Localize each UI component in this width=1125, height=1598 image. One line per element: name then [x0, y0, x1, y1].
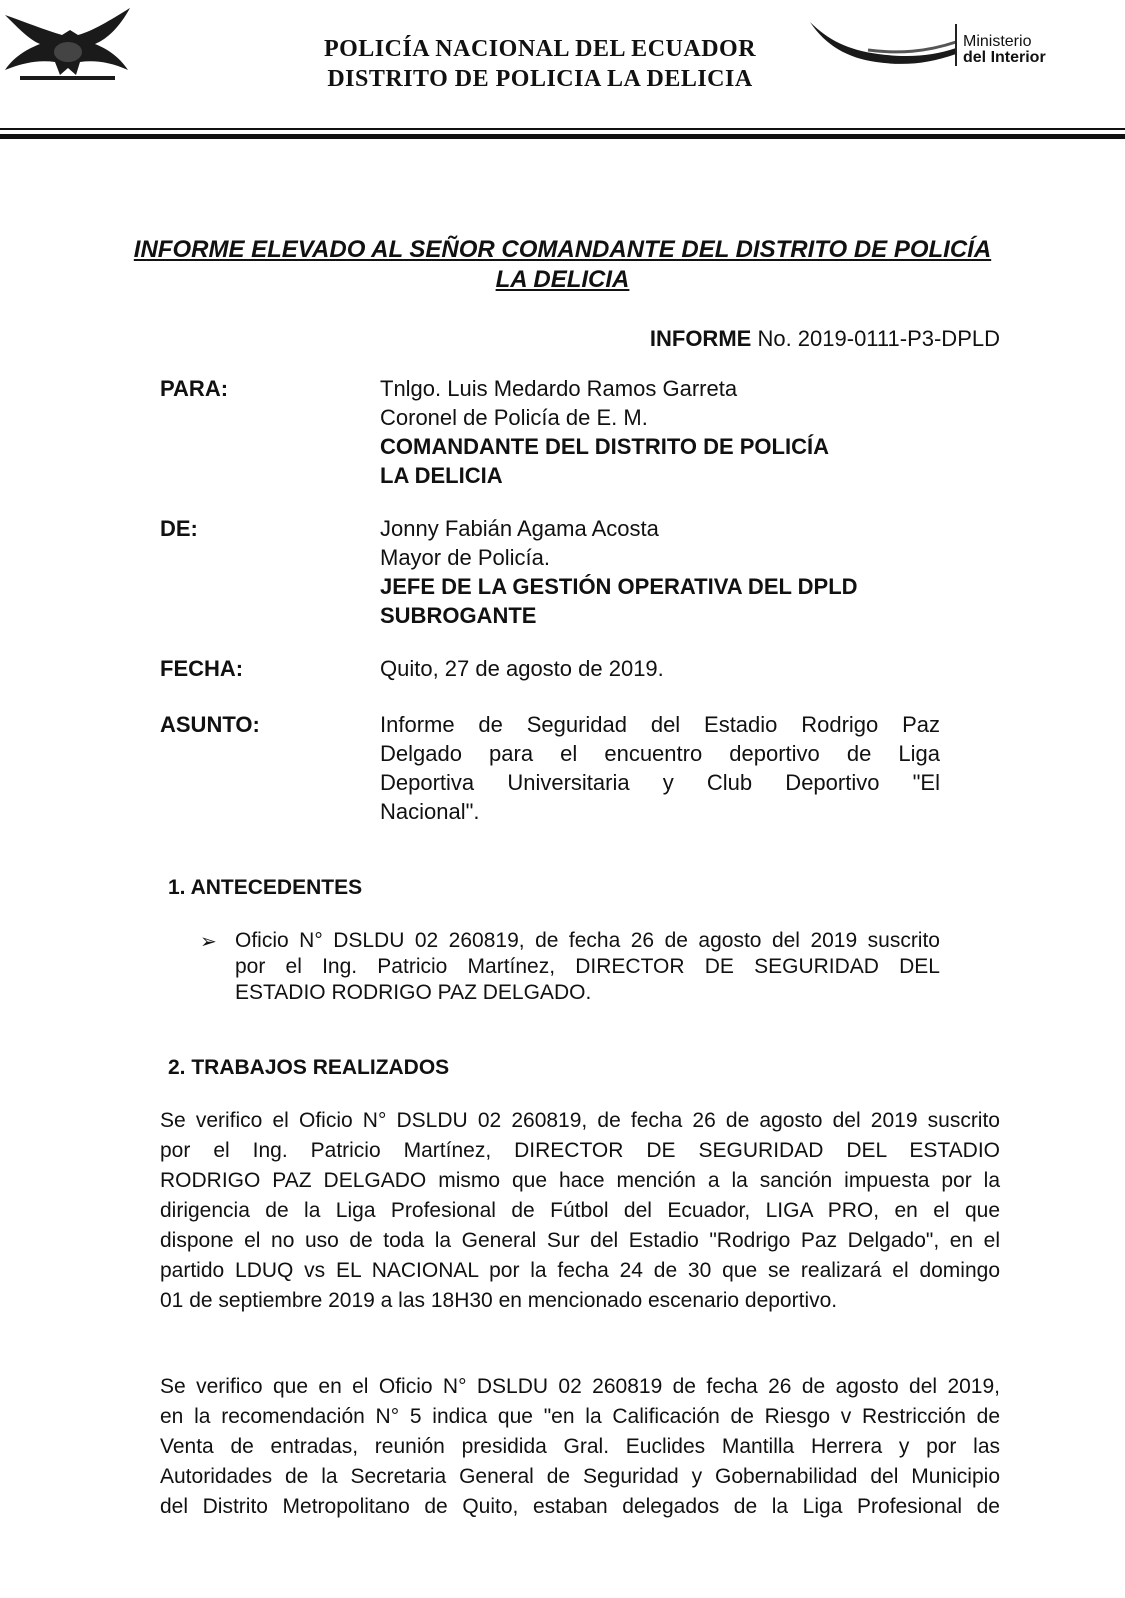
p2-line1: Se verifico que en el Oficio N° DSLDU 02 260819 de fecha 26 de agosto del 2019,	[160, 1375, 1000, 1398]
p1-line5: dispone el no uso de toda la General Sur del Estadio "Rodrigo Paz Delgado", en el	[160, 1229, 1000, 1252]
ministry-divider	[955, 24, 957, 66]
de-rank: Mayor de Policía.	[380, 545, 550, 570]
asunto-label: ASUNTO:	[160, 712, 260, 737]
report-number	[650, 326, 1000, 352]
asunto-block	[380, 710, 940, 826]
antecedentes-item	[235, 928, 940, 1006]
police-crest	[0, 0, 135, 90]
report-number-label: INFORME	[649, 326, 752, 351]
section-trabajos-heading: 2. TRABAJOS REALIZADOS	[168, 1056, 450, 1079]
para-block	[380, 374, 940, 490]
fecha-label: FECHA:	[160, 656, 244, 681]
para-label: PARA:	[160, 376, 229, 401]
institution-name: POLICÍA NACIONAL DEL ECUADOR	[323, 36, 757, 62]
de-label: DE:	[160, 516, 198, 541]
p1-line2: por el Ing. Patricio Martínez, DIRECTOR DE SEGURIDAD DEL ESTADIO	[160, 1139, 1000, 1162]
p1-line3: RODRIGO PAZ DELGADO mismo que hace mención a la sanción impuesta por la	[160, 1169, 1000, 1192]
para-name: Tnlgo. Luis Medardo Ramos Garreta	[380, 376, 738, 401]
antecedentes-item-line3: ESTADIO RODRIGO PAZ DELGADO.	[235, 981, 592, 1004]
de-name: Jonny Fabián Agama Acosta	[380, 516, 659, 541]
de-block	[380, 514, 940, 630]
ministry-name-line2: del Interior	[963, 49, 1046, 66]
report-number-value: No. 2019-0111-P3-DPLD	[757, 326, 1000, 351]
report-title-line1: INFORME ELEVADO AL SEÑOR COMANDANTE DEL DISTRITO DE POLICÍA	[133, 236, 992, 263]
ministry-swoosh-logo-icon	[808, 20, 958, 70]
district-name: DISTRITO DE POLICIA LA DELICIA	[327, 66, 753, 92]
section-antecedentes-heading: 1. ANTECEDENTES	[168, 876, 363, 899]
antecedentes-item-line1: Oficio N° DSLDU 02 260819, de fecha 26 de agosto del 2019 suscrito	[235, 929, 940, 952]
asunto-line4: Nacional".	[380, 799, 480, 824]
antecedentes-item-line2: por el Ing. Patricio Martínez, DIRECTOR DE SEGURIDAD DEL	[235, 955, 940, 978]
asunto-line3: Deportiva Universitaria y Club Deportivo "El	[380, 770, 940, 795]
police-eagle-crest-icon	[0, 0, 135, 90]
p1-line7: 01 de septiembre 2019 a las 18H30 en mencionado escenario deportivo.	[160, 1289, 838, 1312]
para-rank: Coronel de Policía de E. M.	[380, 405, 648, 430]
de-position-line1: JEFE DE LA GESTIÓN OPERATIVA DEL DPLD	[380, 574, 858, 599]
header-rule-thick	[0, 134, 1125, 139]
asunto-line2: Delgado para el encuentro deportivo de Liga	[380, 741, 940, 766]
asunto-line1: Informe de Seguridad del Estadio Rodrigo Paz	[380, 712, 940, 737]
p2-line2: en la recomendación N° 5 indica que "en la Calificación de Riesgo v Restricción de	[160, 1405, 1000, 1428]
de-position-line2: SUBROGANTE	[380, 603, 537, 628]
p2-line3: Venta de entradas, reunión presidida Gral. Euclides Mantilla Herrera y por las	[160, 1435, 1000, 1458]
trabajos-paragraph-1	[160, 1106, 1000, 1316]
p1-line6: partido LDUQ vs EL NACIONAL por la fecha 24 de 30 que se realizará el domingo	[160, 1259, 1000, 1282]
report-title-line2: LA DELICIA	[495, 266, 630, 293]
p2-line4: Autoridades de la Secretaria General de Seguridad y Gobernabilidad del Municipio	[160, 1465, 1000, 1488]
ministry-name-line1: Ministerio	[963, 33, 1032, 50]
para-position-line1: COMANDANTE DEL DISTRITO DE POLICÍA	[380, 434, 829, 459]
header-rule-thin	[0, 128, 1125, 130]
fecha-value: Quito, 27 de agosto de 2019.	[380, 656, 664, 681]
trabajos-paragraph-2	[160, 1372, 1000, 1522]
p1-line1: Se verifico el Oficio N° DSLDU 02 260819, de fecha 26 de agosto del 2019 suscrito	[160, 1109, 1000, 1132]
bullet-arrow-icon: ➢	[200, 931, 217, 953]
p2-line5: del Distrito Metropolitano de Quito, estaban delegados de la Liga Profesional de	[160, 1495, 1000, 1518]
p1-line4: dirigencia de la Liga Profesional de Fútbol del Ecuador, LIGA PRO, en el que	[160, 1199, 1000, 1222]
ministry-logo	[808, 20, 958, 70]
para-position-line2: LA DELICIA	[380, 463, 503, 488]
